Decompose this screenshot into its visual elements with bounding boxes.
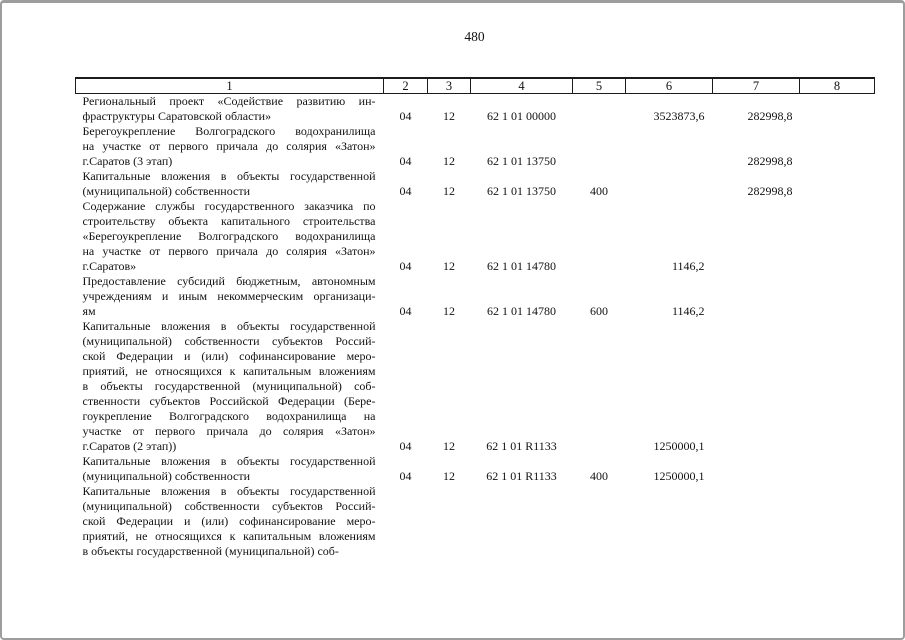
cell-subsection: 12 <box>443 259 455 273</box>
cell-section: 04 <box>399 259 412 273</box>
name-line: строительству объекта капитального строительства <box>82 214 376 228</box>
name-line: ской Федерации и (или) софинансирование меро- <box>82 514 376 528</box>
cell-amount-3 <box>800 484 875 559</box>
name-line: ской Федерации и (или) софинансирование меро- <box>82 349 376 363</box>
cell-section: 04 <box>399 439 412 453</box>
table-row <box>76 169 875 199</box>
cell-section: 04 <box>399 304 412 318</box>
cell-amount-1: 1146,2 <box>671 304 705 318</box>
name-line: г.Саратов (2 этап)) <box>82 439 177 453</box>
cell-subsection: 12 <box>443 184 455 198</box>
cell-amount-2 <box>713 484 800 559</box>
name-line: Капитальные вложения в объекты государственной <box>82 454 376 468</box>
cell-name <box>76 454 384 484</box>
cell-subsection: 12 <box>443 109 455 123</box>
cell-amount-1: 1250000,1 <box>653 469 705 483</box>
header-col-8: 8 <box>800 78 875 94</box>
table-row <box>76 199 875 274</box>
cell-expense-type <box>573 319 626 454</box>
cell-amount-1 <box>626 169 713 199</box>
table-row <box>76 124 875 169</box>
cell-amount-1: 1250000,1 <box>653 439 705 453</box>
header-col-2: 2 <box>384 78 428 94</box>
cell-name <box>76 124 384 169</box>
name-line: в объекты государственной (муниципальной) соб- <box>82 544 339 558</box>
cell-target-code: 62 1 01 14780 <box>487 259 556 273</box>
name-line: «Берегоукрепление Волгоградского водохранилища <box>82 229 376 243</box>
name-line: приятий, не относящихся к капитальным вложениям <box>82 364 376 378</box>
name-line: ственности субъектов Российской Федерации (Бере- <box>82 394 376 408</box>
name-line: гоукрепление Волгоградского водохранилища на <box>82 409 376 423</box>
table-row <box>76 94 875 125</box>
name-line: приятий, не относящихся к капитальным вложениям <box>82 529 376 543</box>
cell-amount-3 <box>800 199 875 274</box>
cell-amount-3 <box>800 94 875 125</box>
cell-expense-type <box>573 124 626 169</box>
header-col-6: 6 <box>626 78 713 94</box>
cell-amount-3 <box>800 124 875 169</box>
cell-name <box>76 169 384 199</box>
cell-subsection: 12 <box>443 304 455 318</box>
name-line: Капитальные вложения в объекты государственной <box>82 319 376 333</box>
cell-subsection: 12 <box>443 439 455 453</box>
cell-expense-type <box>573 199 626 274</box>
name-line: Содержание службы государственного заказчика по <box>82 199 376 213</box>
cell-target-code: 62 1 01 13750 <box>487 184 556 198</box>
name-line: ям <box>82 304 96 318</box>
cell-amount-2: 282998,8 <box>747 154 793 168</box>
page-number: 480 <box>464 29 485 44</box>
cell-expense-type: 400 <box>590 184 608 198</box>
cell-expense-type <box>573 94 626 125</box>
cell-amount-2 <box>713 274 800 319</box>
name-line: участке от первого причала до солярия «Затон» <box>82 424 376 438</box>
cell-amount-1 <box>626 484 713 559</box>
cell-target-code: 62 1 01 14780 <box>487 304 556 318</box>
cell-name <box>76 274 384 319</box>
name-line: г.Саратов» <box>82 259 137 273</box>
table-header-row <box>76 78 875 94</box>
cell-amount-2: 282998,8 <box>747 184 793 198</box>
table-row <box>76 454 875 484</box>
table-body <box>76 94 875 560</box>
table-row <box>76 274 875 319</box>
cell-subsection: 12 <box>443 154 455 168</box>
header-col-5: 5 <box>573 78 626 94</box>
name-line: Капитальные вложения в объекты государственной <box>82 169 376 183</box>
cell-amount-3 <box>800 454 875 484</box>
cell-subsection <box>428 484 471 559</box>
header-col-1: 1 <box>76 78 384 94</box>
cell-section <box>384 484 428 559</box>
cell-amount-3 <box>800 274 875 319</box>
budget-table <box>75 77 875 559</box>
cell-amount-2 <box>713 199 800 274</box>
name-line: на участке от первого причала до солярия «Затон» <box>82 244 376 258</box>
name-line: (муниципальной) собственности субъектов Россий- <box>82 499 376 513</box>
name-line: в объекты государственной (муниципальной) соб- <box>82 379 376 393</box>
name-line: Региональный проект «Содействие развитию ин- <box>82 94 376 108</box>
cell-amount-2: 282998,8 <box>747 109 793 123</box>
cell-amount-1: 1146,2 <box>671 259 705 273</box>
cell-section: 04 <box>399 184 412 198</box>
cell-expense-type: 600 <box>590 304 608 318</box>
name-line: (муниципальной) собственности субъектов Россий- <box>82 334 376 348</box>
cell-target-code: 62 1 01 13750 <box>487 154 556 168</box>
cell-amount-1 <box>626 124 713 169</box>
cell-name <box>76 199 384 274</box>
name-line: Капитальные вложения в объекты государственной <box>82 484 376 498</box>
header-col-7: 7 <box>713 78 800 94</box>
cell-target-code: 62 1 01 R1133 <box>486 469 557 483</box>
name-line: на участке от первого причала до солярия «Затон» <box>82 139 376 153</box>
name-line: г.Саратов (3 этап) <box>82 154 173 168</box>
cell-target-code: 62 1 01 R1133 <box>486 439 557 453</box>
cell-name <box>76 484 384 559</box>
cell-target-code: 62 1 01 00000 <box>487 109 556 123</box>
cell-expense-type <box>573 484 626 559</box>
cell-target-code <box>471 484 573 559</box>
table-row <box>76 319 875 454</box>
name-line: (муниципальной) собственности <box>82 184 250 198</box>
cell-amount-2 <box>713 319 800 454</box>
cell-section: 04 <box>399 109 412 123</box>
table-row <box>76 484 875 559</box>
cell-subsection: 12 <box>443 469 455 483</box>
cell-amount-1: 3523873,6 <box>653 109 705 123</box>
name-line: учреждениям и иным некоммерческим организаци- <box>82 289 376 303</box>
cell-amount-3 <box>800 169 875 199</box>
cell-expense-type: 400 <box>590 469 608 483</box>
name-line: (муниципальной) собственности <box>82 469 250 483</box>
name-line: фраструктуры Саратовской области» <box>82 109 272 123</box>
cell-name <box>76 319 384 454</box>
header-col-3: 3 <box>428 78 471 94</box>
name-line: Берегоукрепление Волгоградского водохранилища <box>82 124 376 138</box>
cell-section: 04 <box>399 469 412 483</box>
header-col-4: 4 <box>471 78 573 94</box>
cell-name <box>76 94 384 125</box>
cell-section: 04 <box>399 154 412 168</box>
cell-amount-3 <box>800 319 875 454</box>
name-line: Предоставление субсидий бюджетным, автономным <box>82 274 376 288</box>
cell-amount-2 <box>713 454 800 484</box>
